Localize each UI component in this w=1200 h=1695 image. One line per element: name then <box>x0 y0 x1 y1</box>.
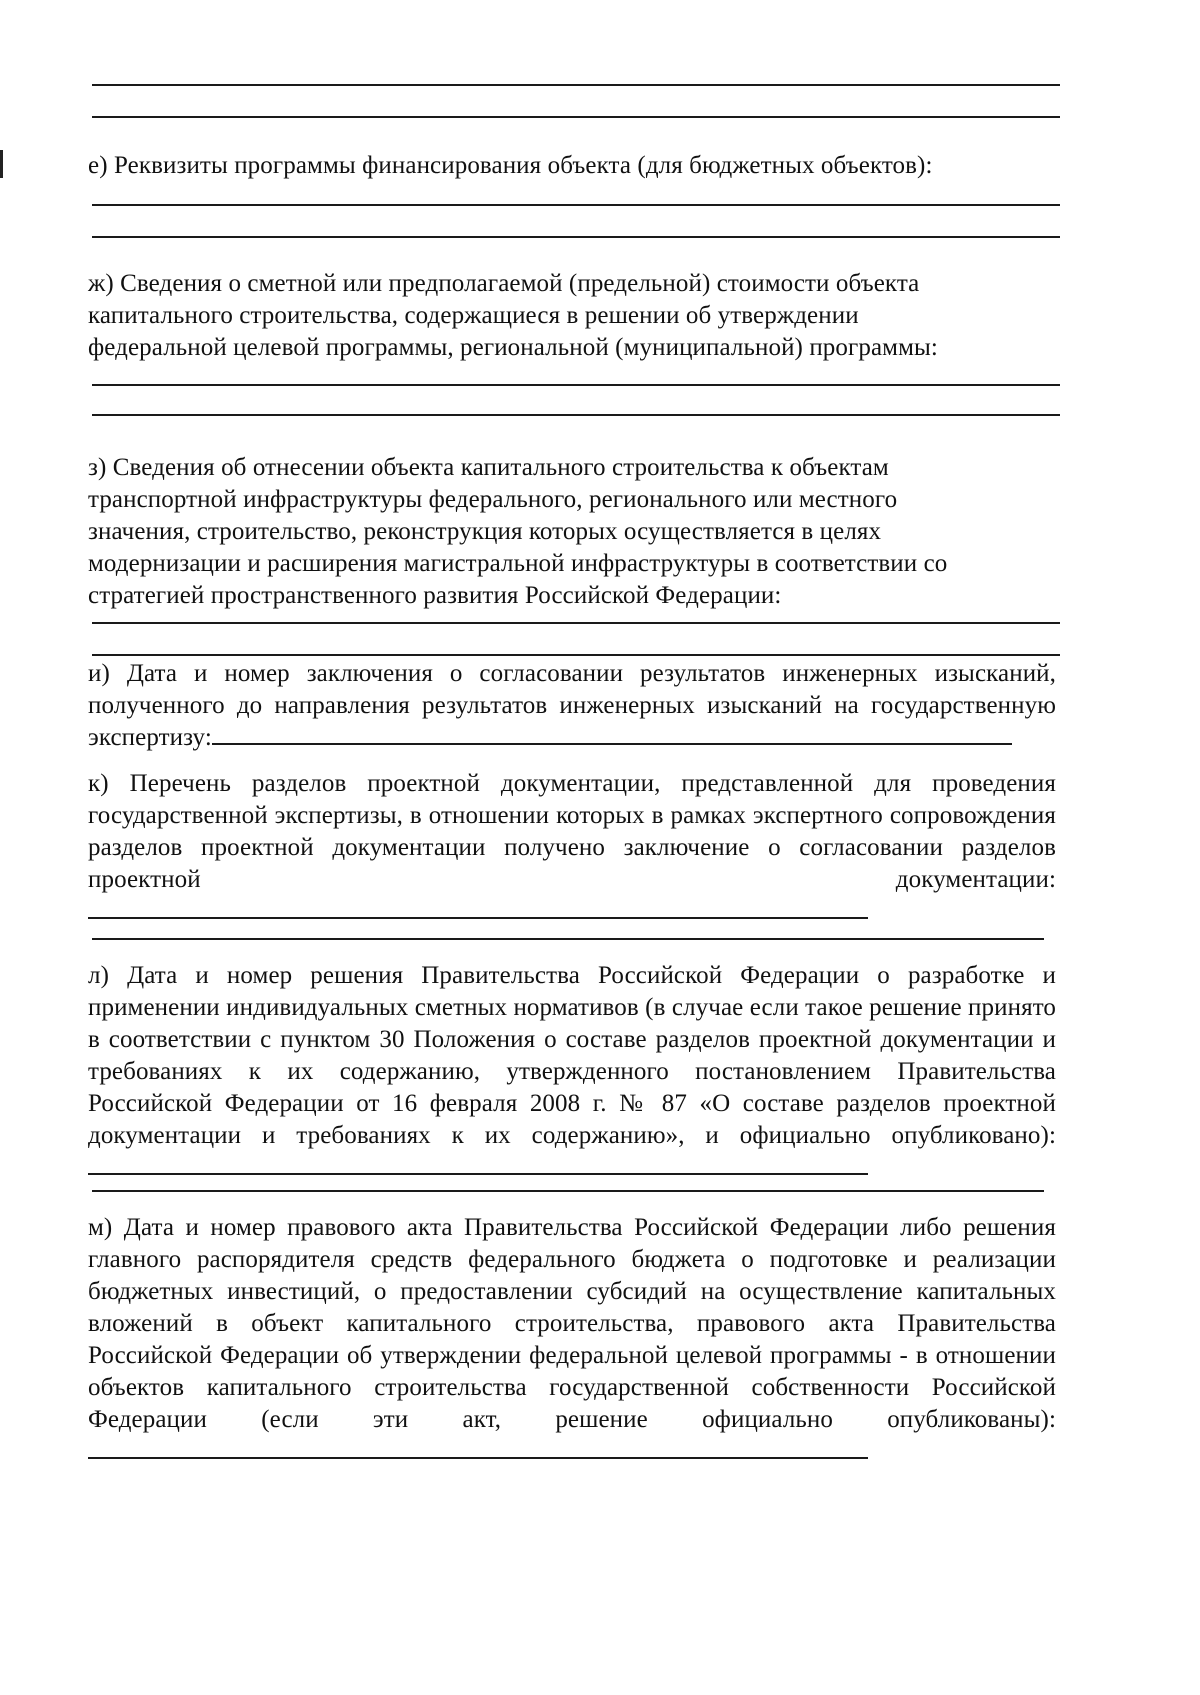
fill-line <box>88 1437 868 1459</box>
fill-line <box>92 654 1060 656</box>
section-l-label: л) Дата и номер решения Правительства Российской Федерации о разработке и применении индивидуальных сметных нормативов (в случае если такое решение принято в соответствии с пунктом 30 Положения о составе разделов проектной документации и требованиях к их содержанию, утвержденного постановлением Правительства Российской Федерации от 16 февраля 2008 г. № 87 «О составе разделов проектной документации и требованиях к их содержанию», и официально опубликовано): <box>88 962 1056 1149</box>
fill-line <box>92 116 1060 118</box>
section-i-label: и) Дата и номер заключения о согласовании результатов инженерных изысканий, полученного до направления результатов инженерных изысканий на государственную экспертизу: <box>88 660 1056 751</box>
fill-line <box>88 1153 868 1175</box>
section-k-label: к) Перечень разделов проектной документации, представленной для проведения государственной экспертизы, в отношении которых в рамках экспертного сопровождения разделов проектной документации получено заключение о согласовании разделов проектной документации: <box>88 770 1056 893</box>
fill-line <box>92 236 1060 238</box>
section-m-text <box>88 1212 1056 1468</box>
section-zh-text: ж) Сведения о сметной или предполагаемой (предельной) стоимости объекта капитального строительства, содержащиеся в решении об утверждении федеральной целевой программы, региональной (муниципальной) программы: <box>88 270 938 361</box>
fill-line <box>92 84 1060 86</box>
fill-line <box>92 414 1060 416</box>
fill-line <box>88 897 868 919</box>
fill-line <box>92 1190 1044 1192</box>
section-i-text <box>88 658 1056 754</box>
section-k-text <box>88 768 1056 928</box>
section-l-text <box>88 960 1056 1184</box>
fill-line <box>212 723 1012 745</box>
section-m-label: м) Дата и номер правового акта Правительства Российской Федерации либо решения главного распорядителя средств федерального бюджета о подготовке и реализации бюджетных инвестиций, о предоставлении субсидий на осуществление капитальных вложений в объект капитального строительства, правового акта Правительства Российской Федерации об утверждении федеральной целевой программы - в отношении объектов капитального строительства государственной собственности Российской Федерации (если эти акт, решение официально опубликованы): <box>88 1214 1056 1433</box>
fill-line <box>92 384 1060 386</box>
fill-line <box>92 204 1060 206</box>
section-z-text: з) Сведения об отнесении объекта капитального строительства к объектам транспортной инфраструктуры федерального, регионального или местного значения, строительство, реконструкция которых осуществляется в целях модернизации и расширения магистральной инфраструктуры в соответствии со стратегией пространственного развития Российской Федерации: <box>88 454 948 609</box>
fill-line <box>92 622 1060 624</box>
scan-edge-mark <box>0 150 3 178</box>
section-e-text: е) Реквизиты программы финансирования объекта (для бюджетных объектов): <box>88 152 933 179</box>
fill-line <box>92 938 1044 940</box>
